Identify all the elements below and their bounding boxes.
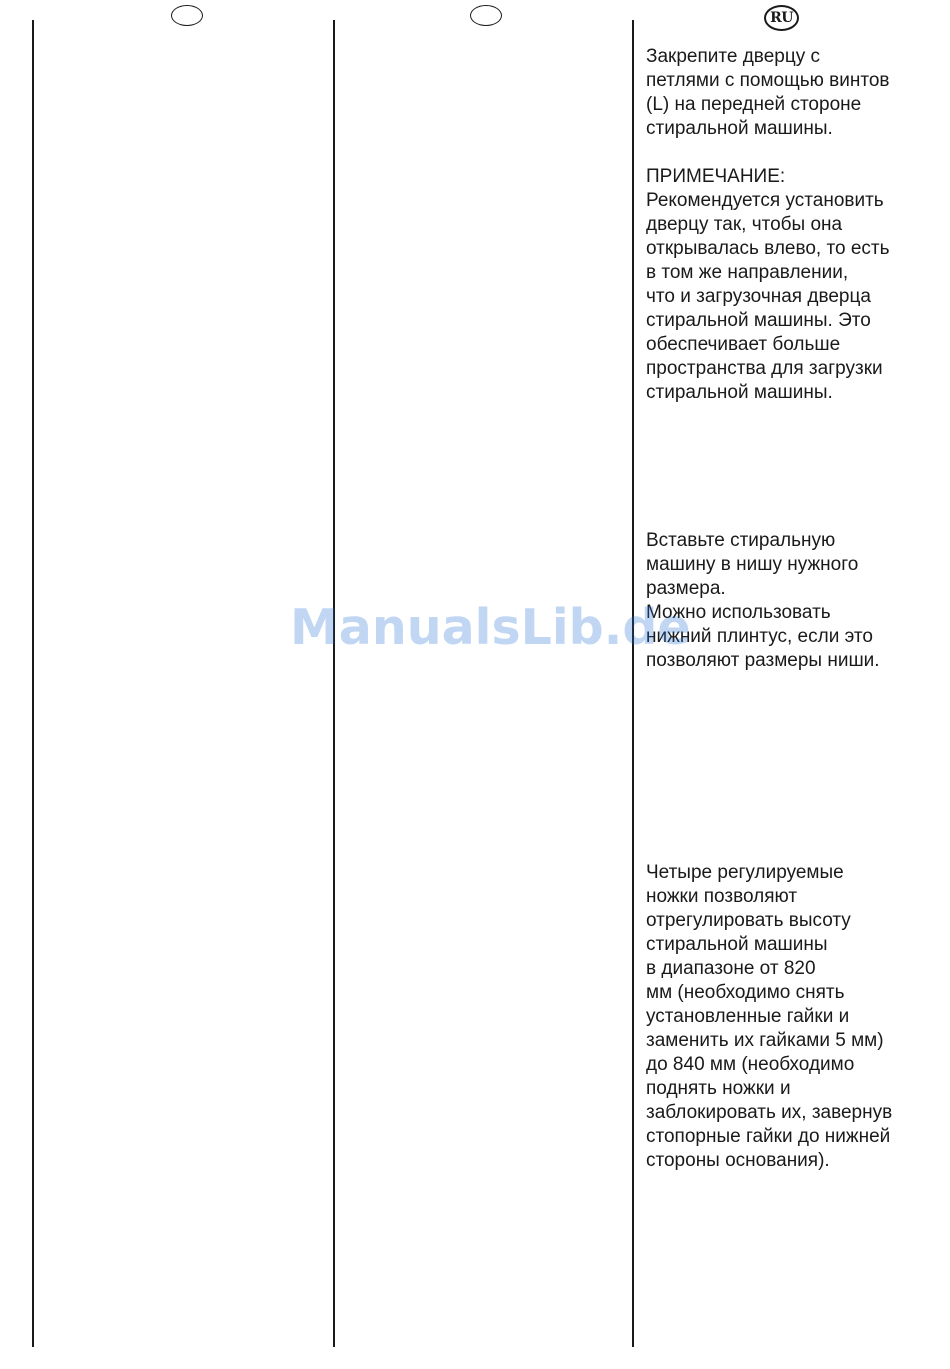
- language-badge-empty-1: [171, 5, 203, 26]
- language-badge-ru: RU: [764, 5, 799, 31]
- column-divider-middle: [333, 20, 335, 1347]
- paragraph-door-hinges: Закрепите дверцу с петлями с помощью винтов (L) на передней стороне стиральной машины.: [646, 46, 890, 139]
- watermark: ManualsLib.de: [290, 599, 691, 656]
- column-divider-right: [632, 20, 634, 1347]
- language-badge-empty-2: [470, 5, 502, 26]
- note-text: Рекомендуется установить дверцу так, чтобы она открывалась влево, то есть в том же направлении, что и загрузочная дверца стиральной машины. Это обеспечивает больше пространства для загрузки стиральной машины.: [646, 190, 890, 403]
- paragraph-niche-install: Вставьте стиральную машину в нишу нужного размера. Можно использовать нижний плинтус, если это позволяют размеры ниши.: [646, 530, 880, 671]
- column-divider-left: [32, 20, 34, 1347]
- note-label: ПРИМЕЧАНИЕ:: [646, 166, 786, 187]
- paragraph-adjustable-feet: Четыре регулируемые ножки позволяют отрегулировать высоту стиральной машины в диапазоне от 820 мм (необходимо снять установленные гайки и заменить их гайками 5 мм) до 840 мм (необходимо поднять ножки и заблокировать их, завернув стопорные гайки до нижней стороны основания).: [646, 862, 893, 1171]
